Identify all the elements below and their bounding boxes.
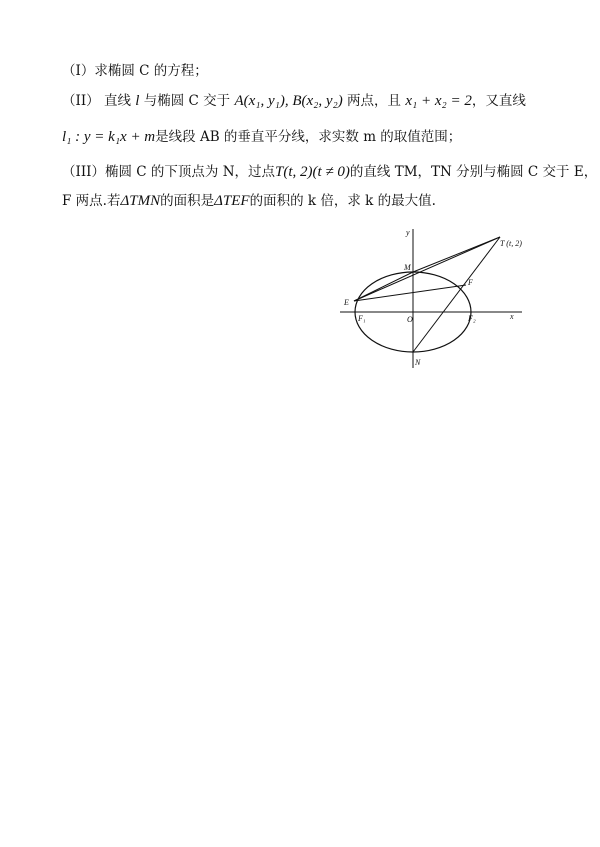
part2-label: （II） (62, 93, 100, 109)
line-l1-equation: l₁ : y = k₁x + m (62, 129, 156, 145)
part2-line2-text: 是线段 AB 的垂直平分线，求实数 m 的取值范围； (155, 129, 462, 145)
point-f-label: F (468, 278, 473, 287)
triangle-tef: ΔTEF (214, 193, 250, 209)
x-axis-label: x (510, 312, 514, 321)
part2-pre: 直线 (103, 93, 131, 109)
focus-f1-label: F₁ (358, 314, 366, 323)
line-l-symbol: l (135, 93, 140, 109)
ellipse-figure (340, 225, 530, 370)
focus-f2-label: F₂ (468, 314, 476, 323)
part3-text-e: 的面积的 k 倍，求 k 的最大值. (249, 193, 436, 209)
part3-line-1 (62, 163, 598, 181)
part3-label: （III） (62, 164, 105, 180)
y-axis-label: y (406, 228, 410, 237)
point-m-label: M (404, 263, 411, 272)
part1-line (62, 62, 540, 80)
part2-mid2: 两点，且 (347, 93, 402, 109)
part3-text-c: F 两点.若 (62, 193, 121, 209)
triangle-tmn: ΔTMN (120, 193, 161, 209)
origin-label: O (407, 315, 413, 324)
part2-mid: 与椭圆 C 交于 (143, 93, 231, 109)
point-e-label: E (344, 298, 349, 307)
part2-line-2 (62, 128, 540, 146)
part3-text-a: 椭圆 C 的下顶点为 N，过点 (105, 164, 276, 180)
ellipse-diagram (340, 225, 530, 370)
part1-text: 求椭圆 C 的方程； (94, 63, 208, 79)
part2-tail: ，又直线 (471, 93, 526, 109)
point-t: T(t, 2)(t ≠ 0) (275, 164, 350, 180)
points-ab: A(x₁, y₁), B(x₂, y₂) (234, 93, 343, 109)
sum-condition: x₁ + x₂ = 2 (405, 93, 472, 109)
part3-line-2 (62, 192, 540, 210)
line-t-e (354, 237, 500, 301)
part3-text-b: 的直线 TM，TN 分别与椭圆 C 交于 E， (349, 164, 598, 180)
point-t-label: T (t, 2) (500, 239, 522, 248)
part1-label: （I） (62, 63, 95, 79)
part2-line-1 (62, 92, 540, 110)
part3-text-d: 的面积是 (160, 193, 215, 209)
point-n-label: N (415, 358, 421, 367)
